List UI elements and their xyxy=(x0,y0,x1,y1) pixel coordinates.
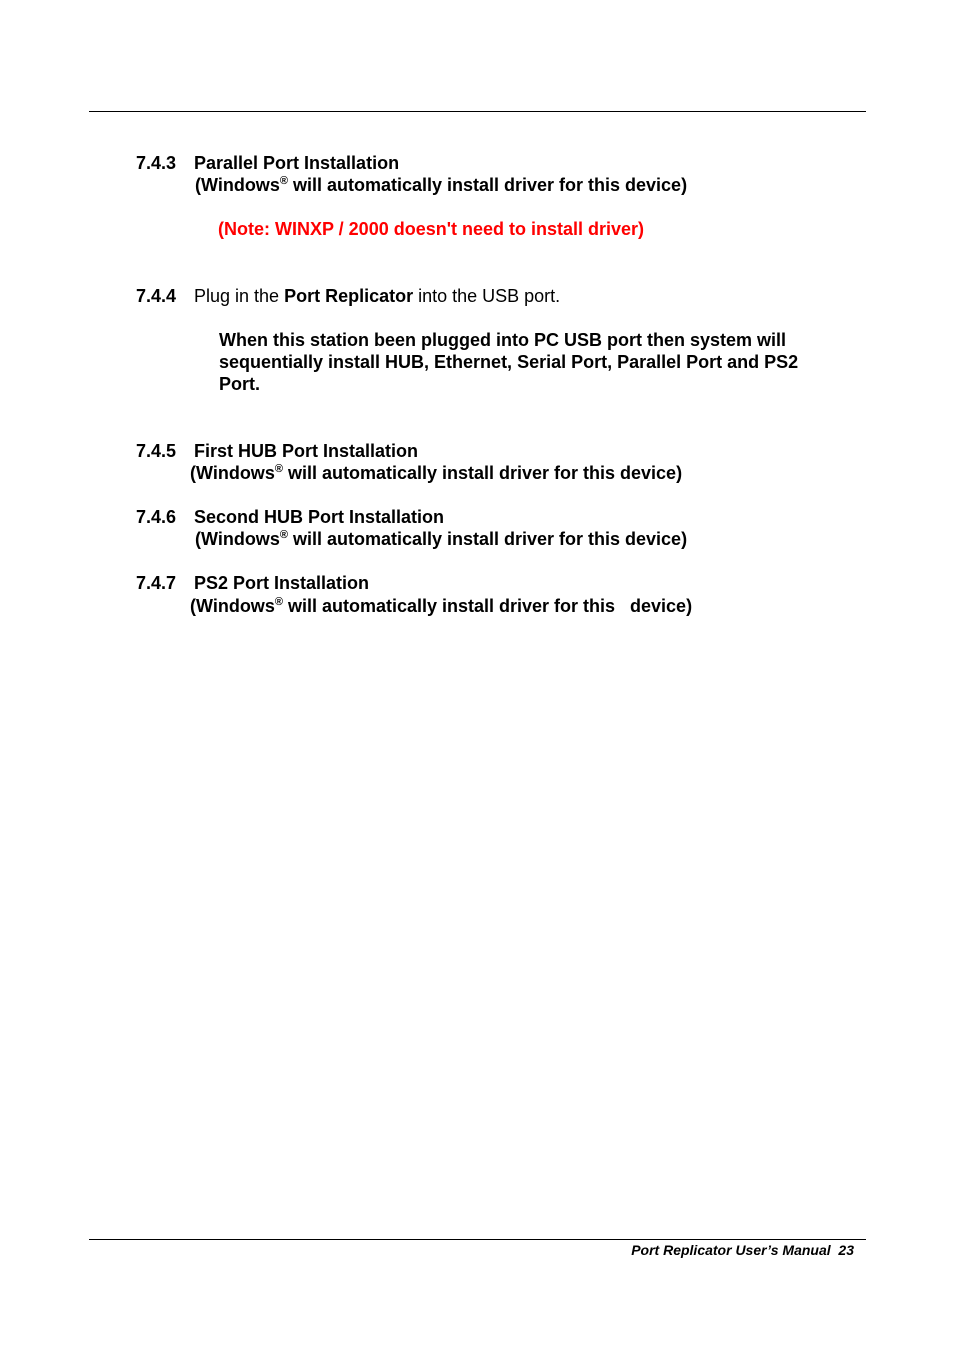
station-paragraph-line-3: Port. xyxy=(219,374,261,394)
note-prefix: (Windows xyxy=(195,529,280,549)
section-number-7-4-5: 7.4.5 xyxy=(136,441,177,461)
windows-note-7-4-3 xyxy=(195,174,687,196)
station-paragraph-line-1: When this station been plugged into PC USB port then system will xyxy=(219,330,787,350)
registered-mark: ® xyxy=(279,175,288,187)
footer-manual-page: Port Replicator User’s Manual 23 xyxy=(631,1242,854,1258)
windows-note-7-4-5 xyxy=(190,462,682,484)
registered-mark: ® xyxy=(274,463,283,475)
windows-note-7-4-6 xyxy=(195,528,687,550)
note-suffix: will automatically install driver for this device) xyxy=(287,175,688,195)
port-replicator-bold: Port Replicator xyxy=(284,286,414,306)
note-prefix: (Windows xyxy=(190,596,275,616)
note-prefix: (Windows xyxy=(190,463,275,483)
registered-mark: ® xyxy=(279,529,288,541)
text-after: into the USB port. xyxy=(413,286,561,306)
note-suffix: will automatically install driver for this device) xyxy=(282,596,693,616)
note-suffix: will automatically install driver for this device) xyxy=(282,463,683,483)
section-number-7-4-7: 7.4.7 xyxy=(136,573,177,593)
plug-in-instruction xyxy=(194,285,560,307)
windows-note-7-4-7 xyxy=(190,595,692,617)
section-title-parallel-port: Parallel Port Installation xyxy=(194,153,400,173)
registered-mark: ® xyxy=(274,596,283,608)
note-prefix: (Windows xyxy=(195,175,280,195)
section-number-7-4-4: 7.4.4 xyxy=(136,286,177,306)
station-paragraph-line-2: sequentially install HUB, Ethernet, Serial Port, Parallel Port and PS2 xyxy=(219,352,799,372)
winxp-red-note: (Note: WINXP / 2000 doesn't need to install driver) xyxy=(218,219,645,239)
section-title-second-hub: Second HUB Port Installation xyxy=(194,507,445,527)
note-suffix: will automatically install driver for this device) xyxy=(287,529,688,549)
section-number-7-4-3: 7.4.3 xyxy=(136,153,177,173)
text-before: Plug in the xyxy=(194,286,285,306)
section-number-7-4-6: 7.4.6 xyxy=(136,507,177,527)
header-rule xyxy=(89,111,866,112)
section-title-ps2-port: PS2 Port Installation xyxy=(194,573,370,593)
section-title-first-hub: First HUB Port Installation xyxy=(194,441,419,461)
